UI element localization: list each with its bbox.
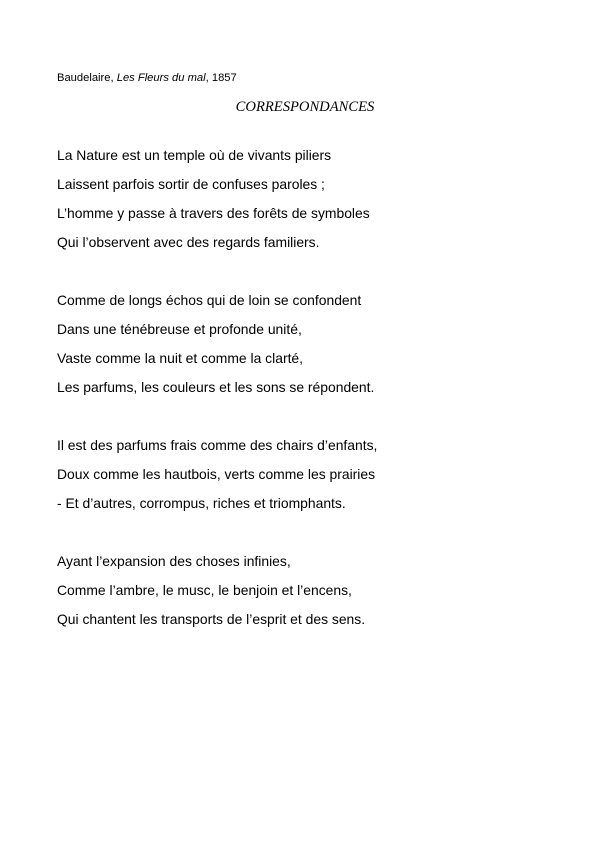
author-name: Baudelaire, xyxy=(57,72,114,84)
verse-line: Dans une ténébreuse et profonde unité, xyxy=(57,321,302,337)
stanza-4 xyxy=(57,551,577,638)
poem-body xyxy=(57,145,577,667)
verse-line: Qui chantent les transports de l’esprit et des sens. xyxy=(57,611,366,627)
verse-line: Doux comme les hautbois, verts comme les prairies xyxy=(57,466,376,482)
verse-line: - Et d’autres, corrompus, riches et triomphants. xyxy=(57,495,346,511)
poem-title: CORRESPONDANCES xyxy=(235,99,375,115)
stanza-3 xyxy=(57,435,577,522)
verse-line: La Nature est un temple où de vivants piliers xyxy=(57,147,332,163)
source-line xyxy=(57,71,237,85)
verse-line: Laissent parfois sortir de confuses paroles ; xyxy=(57,176,325,192)
verse-line: Vaste comme la nuit et comme la clarté, xyxy=(57,350,304,366)
work-title: Les Fleurs du mal xyxy=(116,72,206,84)
verse-line: Il est des parfums frais comme des chairs d’enfants, xyxy=(57,437,378,453)
verse-line: Les parfums, les couleurs et les sons se répondent. xyxy=(57,379,375,395)
verse-line: Ayant l’expansion des choses infinies, xyxy=(57,553,291,569)
stanza-1 xyxy=(57,145,577,261)
verse-line: L’homme y passe à travers des forêts de symboles xyxy=(57,205,370,221)
verse-line: Comme l’ambre, le musc, le benjoin et l’encens, xyxy=(57,582,352,598)
verse-line: Qui l’observent avec des regards familiers. xyxy=(57,234,320,250)
publication-year: , 1857 xyxy=(205,72,237,84)
stanza-2 xyxy=(57,290,577,406)
verse-line: Comme de longs échos qui de loin se confondent xyxy=(57,292,362,308)
